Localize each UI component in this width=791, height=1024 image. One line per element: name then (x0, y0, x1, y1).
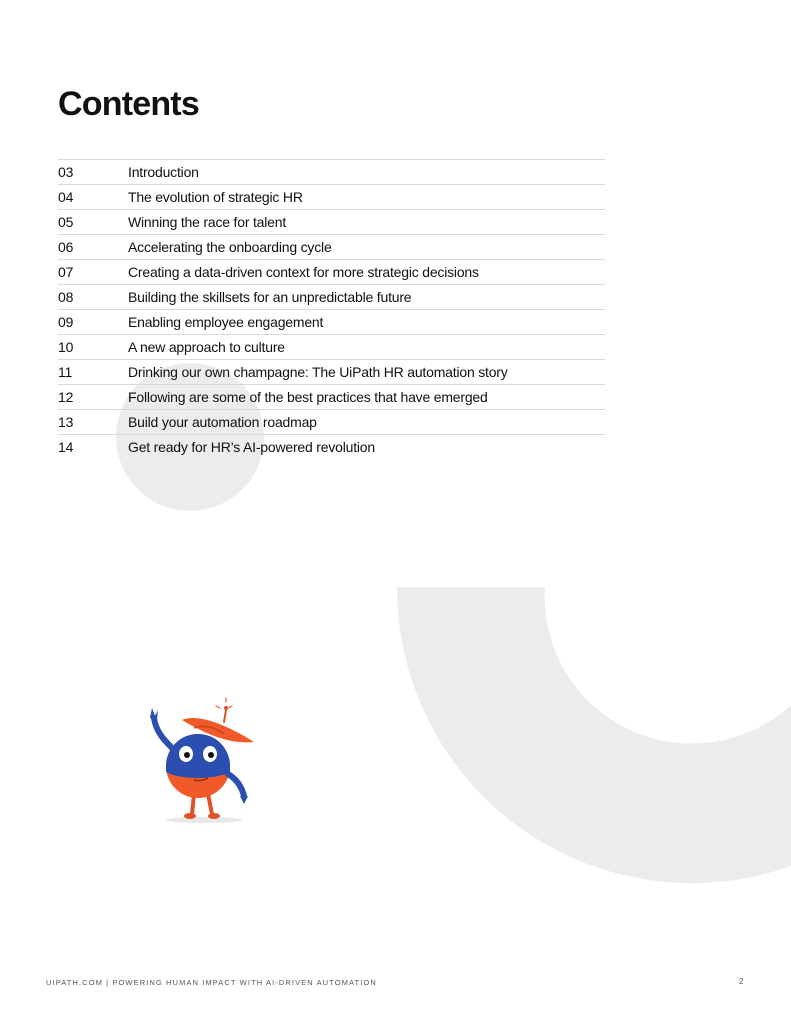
toc-row[interactable] (58, 360, 605, 385)
toc-entry-label: The evolution of strategic HR (128, 189, 303, 205)
footer-text: UIPATH.COM | POWERING HUMAN IMPACT WITH AI-DRIVEN AUTOMATION (46, 978, 377, 987)
toc-entry-label: Drinking our own champagne: The UiPath HR automation story (128, 364, 508, 380)
toc-row[interactable] (58, 310, 605, 335)
toc-page-number: 10 (58, 339, 74, 355)
toc-page-number: 04 (58, 189, 74, 205)
toc-entry-label: Building the skillsets for an unpredictable future (128, 289, 412, 305)
toc-entry-label: Creating a data-driven context for more strategic decisions (128, 264, 479, 280)
toc-entry-label: Winning the race for talent (128, 214, 287, 230)
toc-row[interactable] (58, 260, 605, 285)
toc-entry-label: Build your automation roadmap (128, 414, 317, 430)
toc-page-number: 14 (58, 439, 74, 455)
decor-arc (397, 587, 791, 883)
toc-row[interactable] (58, 210, 605, 235)
toc-page-number: 13 (58, 414, 74, 430)
toc-entry-label: Following are some of the best practices that have emerged (128, 389, 488, 405)
toc-page-number: 08 (58, 289, 74, 305)
page-title: Contents (58, 85, 199, 123)
mascot-robot-icon (138, 688, 262, 824)
toc-page-number: 11 (58, 364, 73, 380)
toc-row[interactable] (58, 235, 605, 260)
toc-entry-label: A new approach to culture (128, 339, 285, 355)
toc-page-number: 03 (58, 164, 74, 180)
toc-row[interactable] (58, 410, 605, 435)
toc-page-number: 07 (58, 264, 74, 280)
toc-entry-label: Accelerating the onboarding cycle (128, 239, 332, 255)
toc-row[interactable] (58, 185, 605, 210)
toc-page-number: 05 (58, 214, 74, 230)
toc-row[interactable] (58, 335, 605, 360)
toc-row[interactable] (58, 435, 605, 459)
table-of-contents (58, 159, 605, 459)
toc-entry-label: Get ready for HR’s AI-powered revolution (128, 439, 375, 455)
toc-row[interactable] (58, 285, 605, 310)
toc-row[interactable] (58, 385, 605, 410)
page-number: 2 (739, 977, 744, 986)
toc-page-number: 09 (58, 314, 74, 330)
toc-row[interactable] (58, 160, 605, 185)
toc-entry-label: Introduction (128, 164, 199, 180)
toc-entry-label: Enabling employee engagement (128, 314, 324, 330)
toc-page-number: 06 (58, 239, 74, 255)
toc-page-number: 12 (58, 389, 74, 405)
